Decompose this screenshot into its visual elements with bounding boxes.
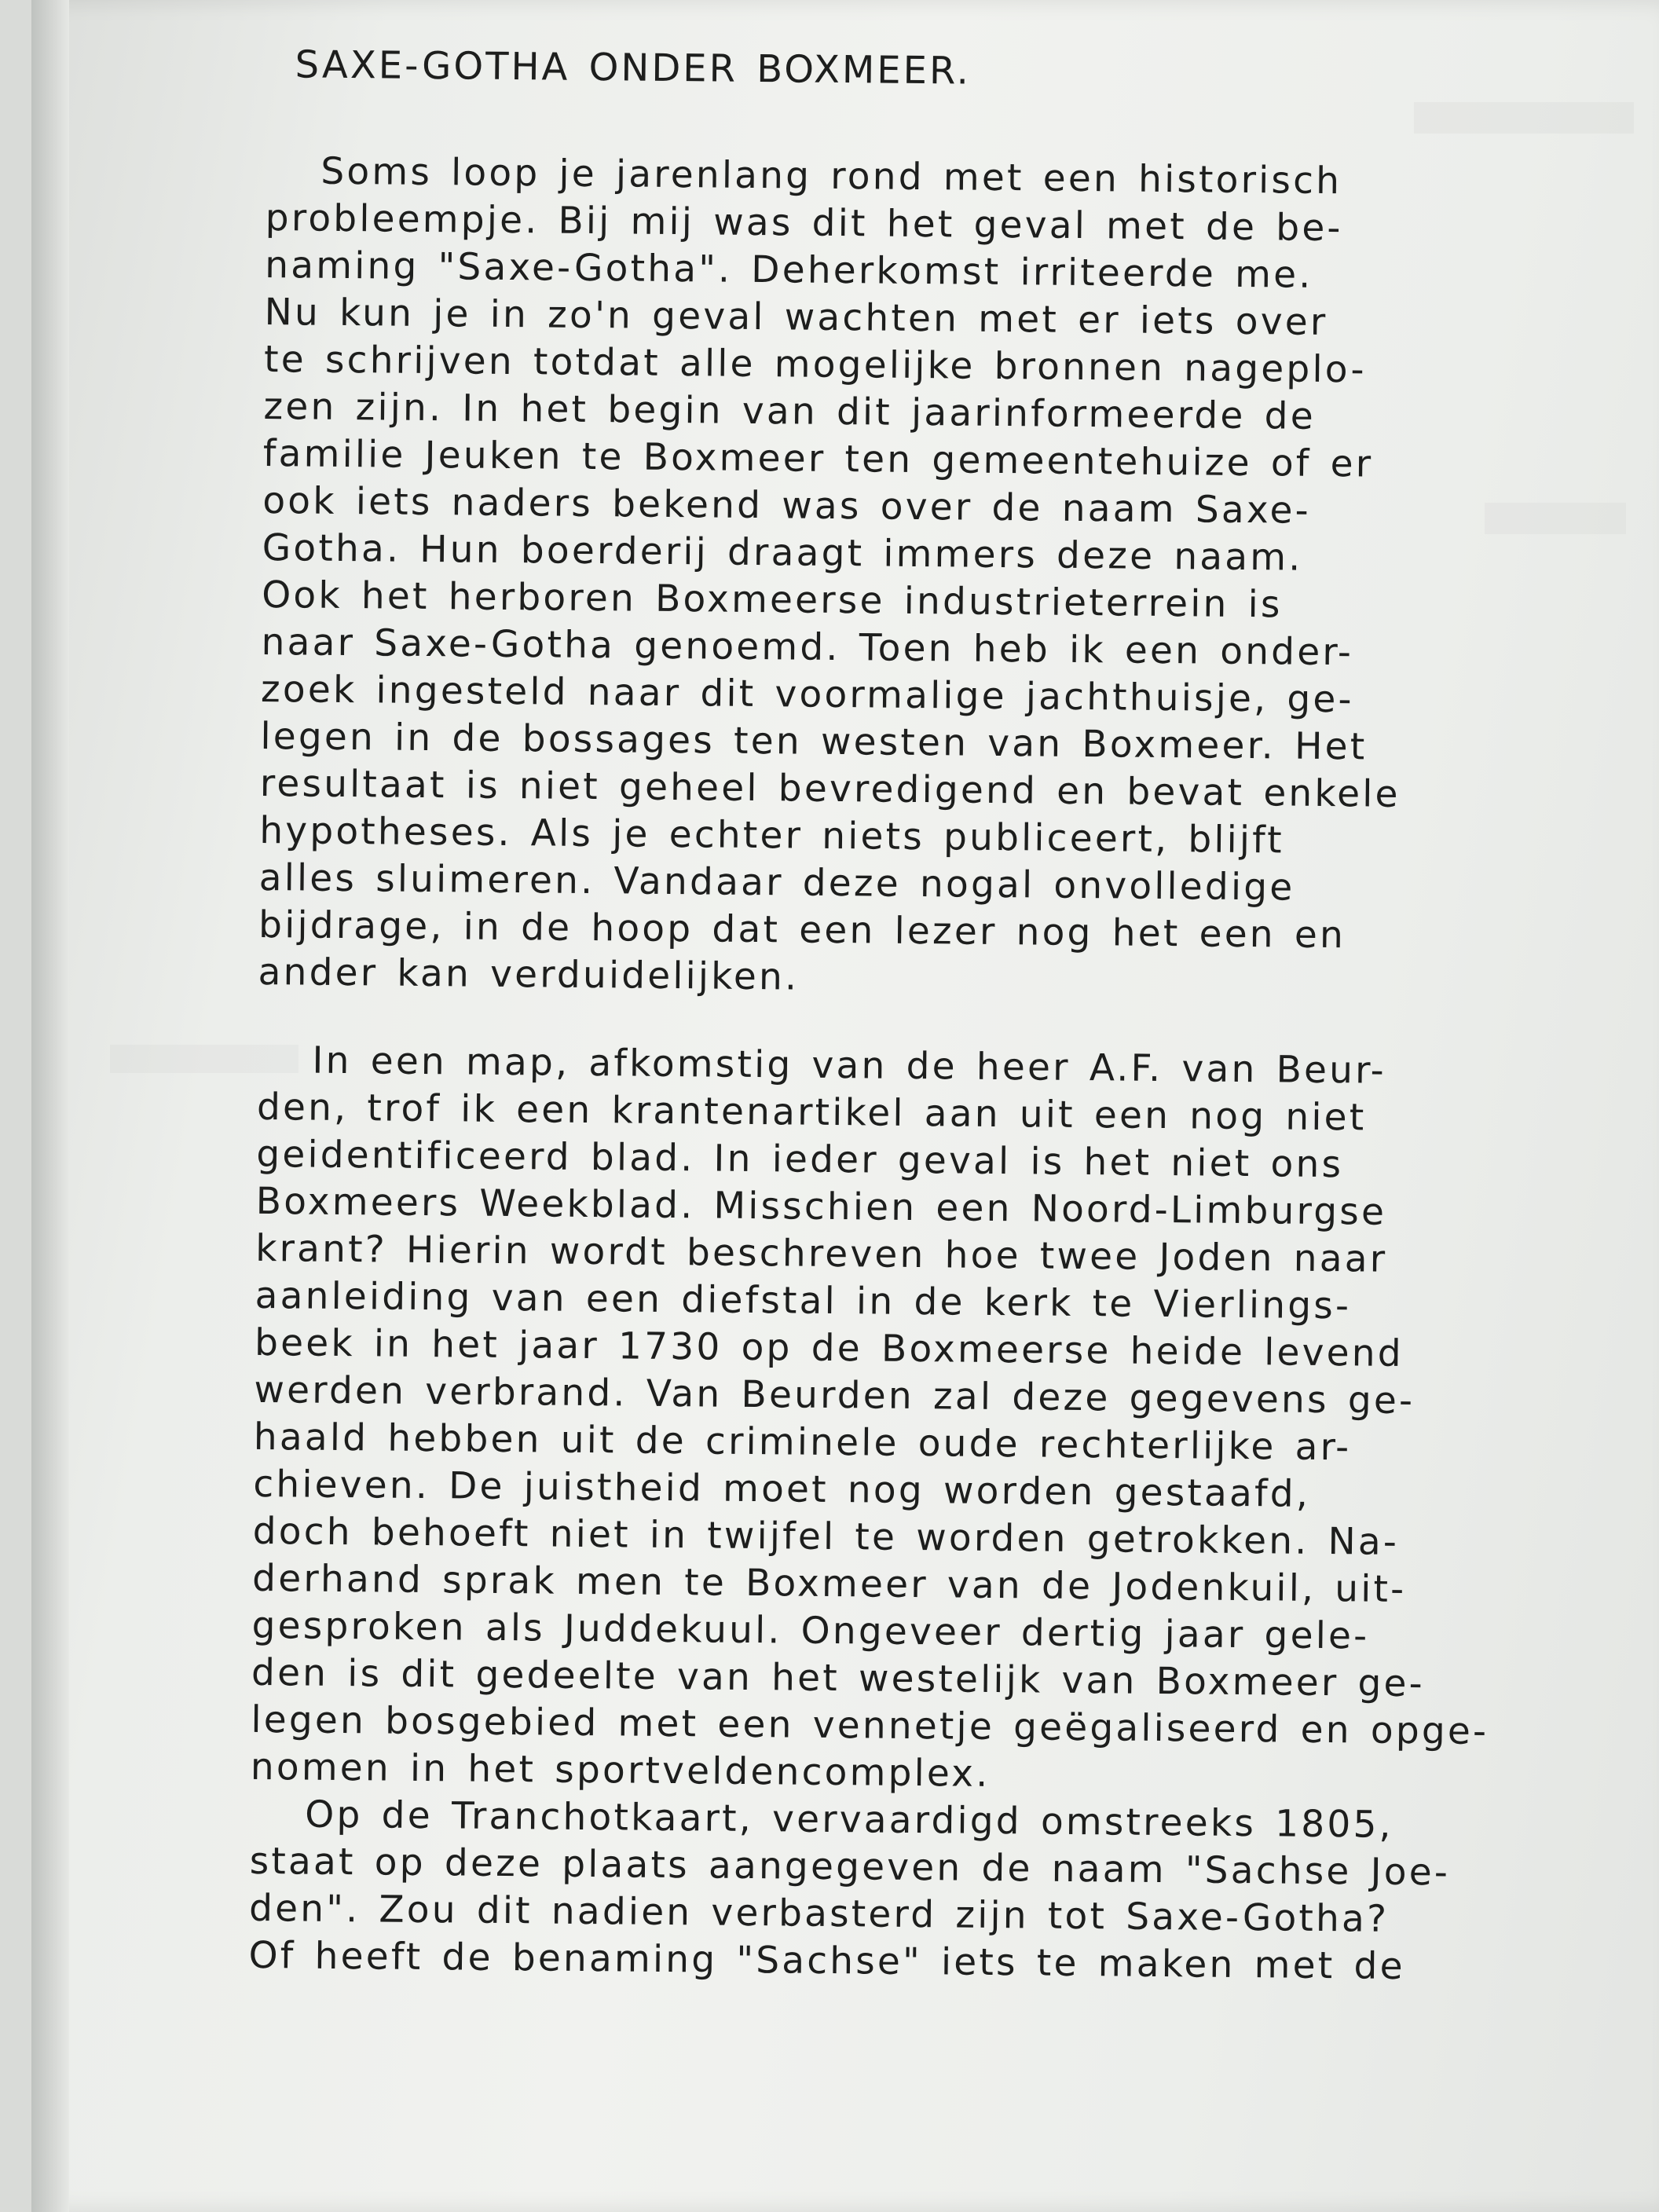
text-line: werden verbrand. Van Beurden zal deze gegevens ge- [254,1368,1415,1423]
page-spine [31,0,69,2212]
text-line: legen bosgebied met een vennetje geëgaliseerd en opge- [251,1697,1489,1754]
text-line: familie Jeuken te Boxmeer ten gemeentehuize of er [262,431,1374,486]
text-line: probleempje. Bij mij was dit het geval met de be- [265,196,1343,251]
text-line: haald hebben uit de criminele oude rechterlijke ar- [253,1415,1352,1470]
text-line: derhand sprak men te Boxmeer van de Jodenkuil, uit- [251,1556,1407,1612]
text-line: legen in de bossages ten westen van Boxmeer. Het [260,714,1368,769]
text-line: den is dit gedeelte van het westelijk van Boxmeer ge- [251,1650,1426,1706]
text-line: ander kan verduidelijken. [258,950,800,999]
text-line: gesproken als Juddekuul. Ongeveer dertig jaar gele- [251,1603,1370,1658]
paragraph-2 [251,1037,1624,1804]
text-line: Soms loop je jarenlang rond met een historisch [320,149,1342,203]
text-line: hypotheses. Als je echter niets publiceert, blijft [259,808,1285,862]
text-line: naar Saxe-Gotha genoemd. Toen heb ik een onder- [261,620,1354,675]
text-line: aanleiding van een diefstal in de kerk te Vierlings- [255,1273,1352,1328]
text-line: den". Zou dit nadien verbasterd zijn tot Saxe-Gotha? [248,1886,1390,1941]
text-line: zen zijn. In het begin van dit jaarinformeerde de [263,384,1317,438]
text-line: resultaat is niet geheel bevredigend en bevat enkele [259,761,1401,816]
document-page [31,0,1659,2212]
text-line: Boxmeers Weekblad. Misschien een Noord-Limburgse [255,1179,1387,1234]
document-title: SAXE-GOTHA ONDER BOXMEER. [295,42,972,93]
document-body [248,41,1634,1993]
paragraph-1 [258,148,1632,1009]
text-line: Gotha. Hun boerderij draagt immers deze naam. [262,526,1303,580]
text-line: Op de Tranchotkaart, vervaardigd omstreeks 1805, [305,1793,1393,1847]
text-line: Nu kun je in zo'n geval wachten met er iets over [264,290,1328,344]
text-line: Of heeft de benaming "Sachse" iets te maken met de [248,1933,1405,1989]
text-line: Ook het herboren Boxmeerse industrieterrein is [261,573,1283,627]
text-line: geidentificeerd blad. In ieder geval is het niet ons [256,1132,1344,1187]
paragraph-3 [248,1791,1617,1993]
text-line: chieven. De juistheid moet nog worden gestaafd, [253,1462,1311,1516]
text-line: bijdrage, in de hoop dat een lezer nog het een en [258,903,1346,958]
text-line: In een map, afkomstig van de heer A.F. van Beur- [312,1038,1387,1093]
text-line: krant? Hierin wordt beschreven hoe twee Joden naar [255,1226,1388,1281]
text-line: naming "Saxe-Gotha". Deherkomst irriteerde me. [264,243,1313,297]
text-line: ook iets naders bekend was over de naam Saxe- [262,478,1312,533]
text-line: staat op deze plaats aangegeven de naam "Sachse Joe- [249,1839,1451,1895]
text-line: alles sluimeren. Vandaar deze nogal onvolledige [258,855,1295,910]
text-line: nomen in het sportveldencomplex. [250,1745,991,1796]
text-line: beek in het jaar 1730 op de Boxmeerse heide levend [254,1320,1404,1375]
text-line: zoek ingesteld naar dit voormalige jachthuisje, ge- [260,667,1354,722]
text-line: doch behoeft niet in twijfel te worden getrokken. Na- [252,1509,1400,1564]
text-line: te schrijven totdat alle mogelijke bronnen nageplo- [263,337,1367,392]
text-line: den, trof ik een krantenartikel aan uit een nog niet [256,1085,1367,1140]
